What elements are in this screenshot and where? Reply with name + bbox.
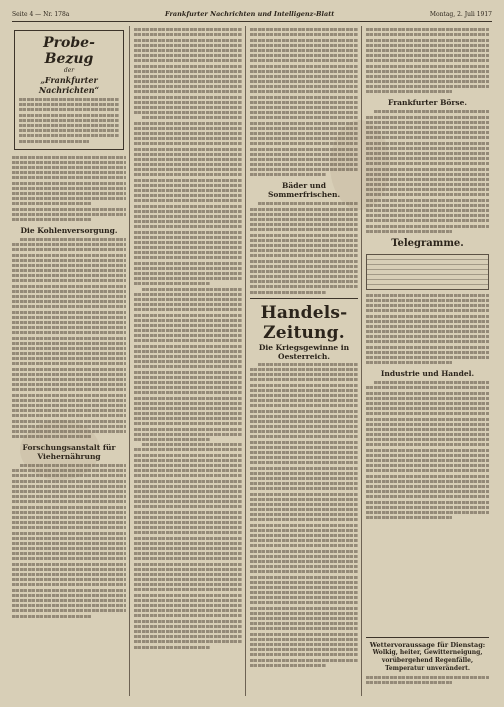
subscription-paper: „Frankfurter Nachrichten“ bbox=[38, 75, 100, 95]
exchange-rate-table bbox=[366, 254, 489, 290]
heading-viehernaehrung: Forschungsanstalt für Viehernährung bbox=[22, 443, 116, 462]
article-text bbox=[12, 156, 126, 221]
column-1 bbox=[12, 26, 130, 696]
columns bbox=[12, 26, 492, 696]
heading-boerse: Frankfurter Börse. bbox=[388, 98, 467, 108]
heading-telegramme: Telegramme. bbox=[391, 237, 464, 249]
article-text bbox=[250, 28, 358, 176]
column-2 bbox=[134, 26, 246, 696]
header-left: Seite 4 — Nr. 178a bbox=[12, 11, 70, 18]
article-text bbox=[366, 110, 489, 232]
article-text bbox=[12, 464, 126, 617]
article-text bbox=[250, 202, 358, 293]
column-4 bbox=[366, 26, 492, 696]
subscription-text bbox=[19, 98, 119, 143]
article-text bbox=[366, 28, 489, 93]
header-center: Frankfurter Nachrichten und Intelligenz-Blatt bbox=[164, 10, 335, 18]
weather-box bbox=[366, 637, 489, 686]
article-text bbox=[134, 28, 242, 648]
header-right: Montag, 2. Juli 1917 bbox=[429, 11, 492, 18]
heading-industrie: Industrie und Handel. bbox=[380, 369, 475, 379]
heading-kohlenversorgung: Die Kohlenversorgung. bbox=[20, 225, 118, 235]
article-text bbox=[366, 294, 489, 364]
page-header bbox=[12, 10, 492, 22]
article-text bbox=[250, 363, 358, 667]
handels-zeitung-sub: Die Kriegsgewinne in Oesterreich. bbox=[258, 342, 350, 361]
article-text bbox=[12, 238, 126, 438]
weather-text: Wolkig, heiter, Gewitterneigung, vorübergehend Regenfälle, Temperatur unverändert. bbox=[372, 648, 483, 672]
section-rule bbox=[250, 298, 358, 299]
handels-zeitung-title: Handels-Zeitung. bbox=[260, 302, 348, 343]
column-3 bbox=[250, 26, 362, 696]
weather-title: Wettervoraussage für Dienstag: bbox=[369, 640, 486, 649]
heading-baeder: Bäder und Sommerfrischen. bbox=[267, 181, 341, 200]
imprint-text bbox=[366, 676, 489, 684]
subscription-box bbox=[14, 30, 124, 150]
subscription-title: Probe-Bezug bbox=[43, 35, 95, 67]
article-text bbox=[366, 381, 489, 519]
subscription-sub: der bbox=[63, 67, 75, 74]
